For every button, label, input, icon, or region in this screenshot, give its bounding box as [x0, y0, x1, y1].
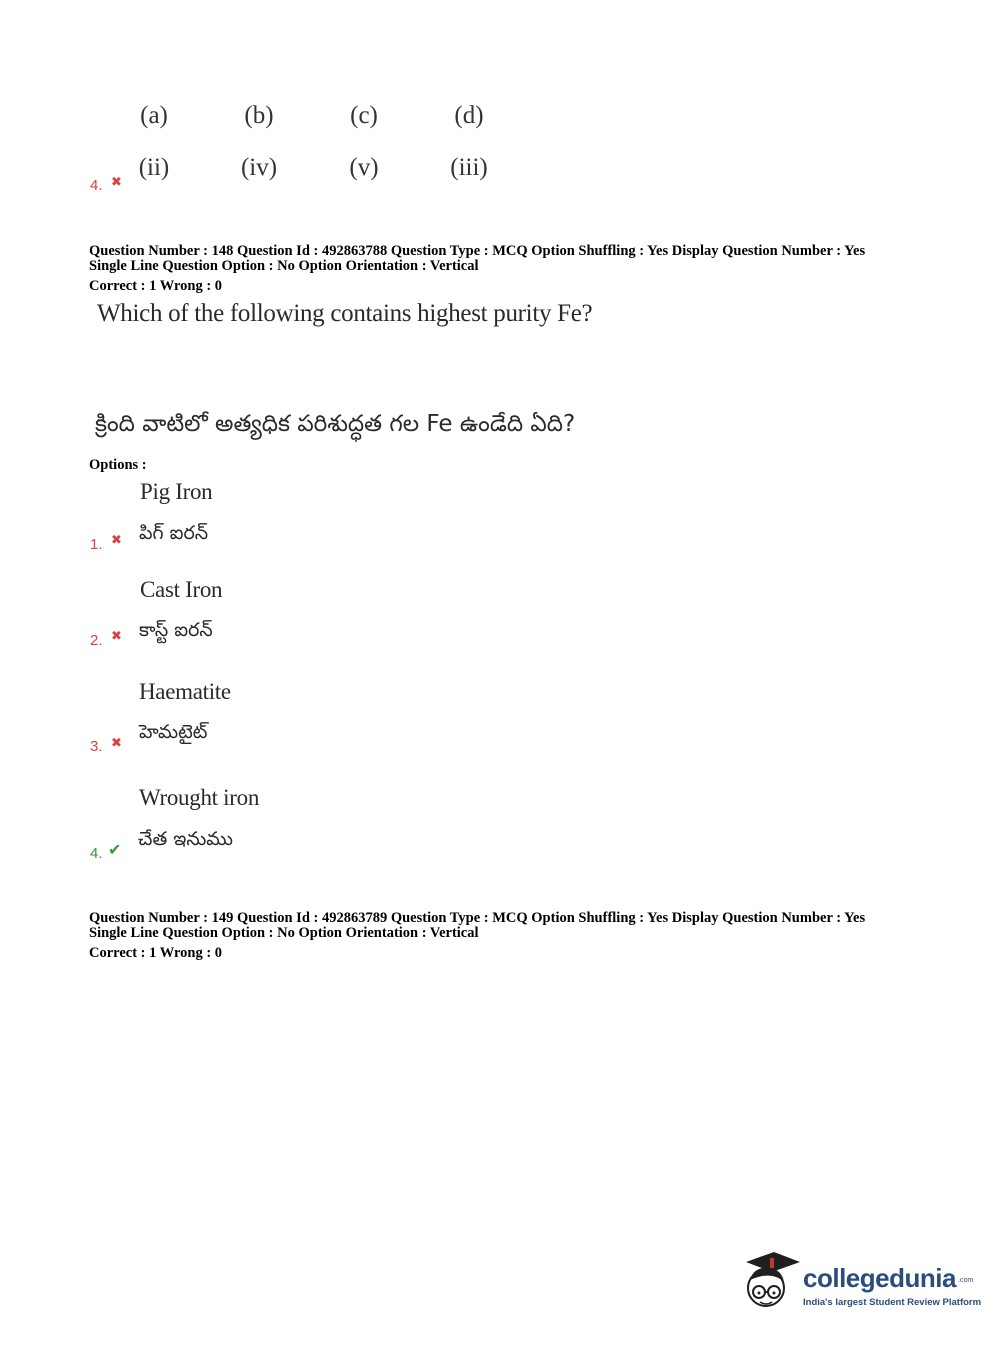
option-4-telugu: చేత ఇనుము: [138, 828, 233, 850]
option-3-english: Haematite: [139, 679, 231, 704]
question-meta-line1: Question Number : 149 Question Id : 492863789 Question Type : MCQ Option Shuffling : Yes Display Question Number : Yes: [89, 910, 866, 926]
logo-suffix: .com: [958, 1277, 974, 1284]
option-1-number: 1.: [90, 536, 103, 553]
question-meta-line1: Question Number : 148 Question Id : 492863788 Question Type : MCQ Option Shuffling : Yes Display Question Number : Yes: [89, 243, 866, 259]
match-letter-b: (b): [244, 102, 274, 129]
option-3-telugu: హెమటైట్: [139, 721, 208, 743]
prev-option-number: 4.: [90, 177, 103, 194]
question-score-line: Correct : 1 Wrong : 0: [89, 945, 223, 961]
question-text-telugu: క్రింది వాటిలో అత్యధిక పరిశుద్ధత గల Fe ఉండేది ఏది?: [95, 411, 576, 437]
option-4-number: 4.: [90, 845, 103, 862]
option-4-english: Wrought iron: [139, 785, 260, 810]
option-1-english: Pig Iron: [140, 479, 213, 504]
question-text-english: Which of the following contains highest purity Fe?: [97, 300, 593, 327]
options-label: Options :: [89, 457, 147, 473]
option-1-telugu: పిగ్ ఐరన్: [139, 522, 209, 544]
question-score-line: Correct : 1 Wrong : 0: [89, 278, 223, 294]
match-value-a: (ii): [138, 154, 170, 181]
option-3-number: 3.: [90, 738, 103, 755]
wrong-mark-icon: ✖: [111, 175, 122, 190]
check-mark-icon: ✔: [108, 840, 122, 859]
question-meta-line2: Single Line Question Option : No Option Orientation : Vertical: [89, 925, 479, 941]
option-2-telugu: కాస్ట్ ఐరన్: [139, 619, 213, 641]
mascot-icon: [740, 1248, 802, 1318]
match-letter-d: (d): [454, 102, 484, 129]
logo-wordmark: collegedunia: [803, 1263, 956, 1293]
question-meta-line2: Single Line Question Option : No Option Orientation : Vertical: [89, 258, 479, 274]
wrong-mark-icon: ✖: [111, 736, 122, 751]
option-2-number: 2.: [90, 632, 103, 649]
option-2-english: Cast Iron: [140, 577, 223, 602]
match-letter-a: (a): [140, 102, 168, 129]
match-letter-c: (c): [350, 102, 378, 129]
match-value-d: (iii): [450, 154, 488, 181]
logo-tagline: India's largest Student Review Platform: [803, 1297, 982, 1308]
match-value-b: (iv): [240, 154, 278, 181]
match-value-c: (v): [349, 154, 379, 181]
wrong-mark-icon: ✖: [111, 533, 122, 548]
wrong-mark-icon: ✖: [111, 629, 122, 644]
